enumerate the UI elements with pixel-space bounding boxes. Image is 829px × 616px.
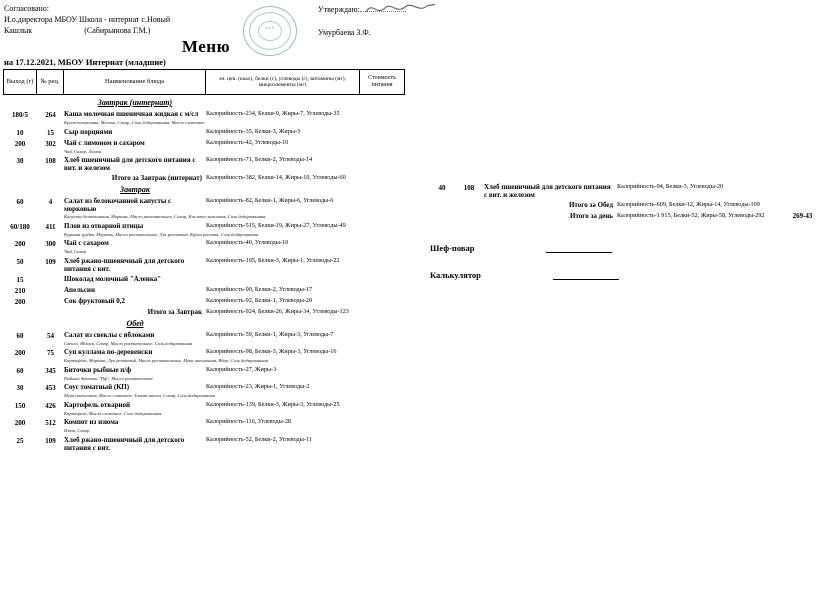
dish-rec — [37, 286, 64, 295]
dish-cost — [360, 275, 405, 284]
dish-out: 150 — [14, 401, 26, 410]
dish-ingredients: Капуста белокочанная, Морковь, Масло растительное, Сахар, Кислота лимонная, Соль йодированная — [64, 214, 266, 220]
menu-row-grid — [3, 366, 406, 375]
dish-cost — [360, 128, 405, 137]
dish-nutrition: Калорийность-98, Белки-3, Жиры-3, Углеводы-16 — [206, 348, 337, 356]
menu-row-grid — [3, 286, 406, 295]
dish-out: 15 — [16, 275, 24, 284]
agreed-block — [4, 3, 244, 37]
dish-name: Хлеб пшеничный для детского питания с вит. и железом — [484, 183, 611, 200]
chef-label: Шеф-повар — [430, 243, 475, 254]
dish-name: Салат из белокочанной капусты с морковью — [64, 197, 172, 214]
agreed-line2a: Кашлык — [4, 26, 33, 36]
dish-rec: 411 — [45, 222, 56, 231]
col-header-rec: № рец. — [36, 69, 64, 95]
menu-row-grid — [3, 110, 406, 119]
dish-out: 180/5 — [12, 111, 28, 119]
menu-row-grid — [3, 275, 406, 284]
signature-icon — [364, 0, 436, 19]
dish-out: 210 — [14, 286, 26, 295]
dish-cost — [360, 383, 405, 392]
dish-rec — [37, 297, 64, 306]
dish-rec: 453 — [45, 384, 56, 393]
section-header-row — [64, 319, 206, 328]
total-spacer-rec — [454, 212, 484, 220]
dish-name: Чай с лимоном и сахаром — [64, 138, 145, 147]
section-label: Завтрак — [120, 185, 150, 195]
dish-nutrition: Калорийность-23, Жиры-1, Углеводы-2 — [206, 383, 310, 391]
menu-row-grid — [3, 331, 406, 340]
menu-row-grid — [3, 197, 406, 213]
menu-row-grid — [3, 239, 406, 248]
approved-name: Умурбаева З.Ф. — [318, 28, 371, 38]
dish-nutrition — [206, 275, 360, 284]
dish-nutrition: Калорийность-105, Белки-3, Жиры-1, Углеводы-22 — [206, 256, 340, 264]
total-nutrition: Калорийность-1 915, Белки-52, Жиры-58, Углеводы-292 — [617, 212, 765, 220]
menu-row — [3, 239, 406, 255]
dish-nutrition: Калорийность-94, Белки-3, Углеводы-20 — [617, 183, 724, 190]
menu-row — [3, 128, 406, 137]
total-label: Итого за день — [570, 212, 613, 221]
menu-table — [3, 69, 406, 454]
dish-rec: 108 — [463, 184, 475, 192]
total-label: Итого за Завтрак (интернат) — [111, 174, 202, 183]
total-cost — [779, 201, 826, 209]
dish-cost — [360, 436, 405, 452]
dish-rec: 54 — [47, 331, 54, 340]
total-nutrition: Калорийность-924, Белки-26, Жиры-34, Углеводы-123 — [206, 307, 349, 315]
total-row — [3, 308, 406, 316]
menu-row — [3, 366, 406, 382]
dish-rec: 345 — [45, 366, 56, 375]
section-label: Обед — [126, 318, 144, 328]
menu-continuation — [430, 183, 828, 280]
page-subtitle: на 17.12.2021, МБОУ Интернат (младшие) — [4, 57, 166, 67]
dish-name: Компот из изюма — [64, 418, 119, 427]
dish-rec: 109 — [45, 257, 56, 266]
section-header-row — [64, 98, 206, 107]
menu-row — [3, 383, 406, 399]
approved-block — [318, 3, 458, 38]
dish-ingredients: Свекла, Яблоки, Сахар, Масло растительное, Соль йодированная — [64, 340, 193, 346]
menu-row-grid — [3, 156, 406, 172]
dish-name: Биточки рыбные п/ф — [64, 365, 132, 374]
total-spacer-out — [430, 212, 454, 220]
dish-out: 200 — [14, 349, 26, 358]
menu-row — [3, 275, 406, 284]
agreed-line2 — [4, 25, 244, 36]
dish-cost — [360, 156, 405, 172]
total-nutrition: Калорийность-609, Белки-12, Жиры-14, Углеводы-109 — [617, 201, 760, 209]
dish-name: Суп куллама по-деревенски — [64, 348, 153, 357]
dish-name: Сыр порциями — [64, 127, 113, 136]
dish-cost — [360, 139, 405, 148]
dish-cost — [360, 197, 405, 213]
dish-out: 10 — [16, 128, 24, 137]
total-label: Итого за Обед — [568, 201, 613, 210]
menu-row-grid — [3, 436, 406, 452]
dish-nutrition: Калорийность-515, Белки-19, Жиры-27, Углеводы-49 — [206, 221, 346, 229]
dish-out: 25 — [16, 436, 24, 445]
menu-row — [3, 418, 406, 434]
menu-row-grid — [3, 401, 406, 410]
calculator-signature-line — [553, 269, 619, 280]
dish-out: 30 — [16, 157, 24, 165]
col-header-out: Выход (г) — [3, 69, 37, 95]
dish-ingredients: Картофель, Масло сливочное, Соль йодированная — [64, 410, 162, 416]
menu-row — [3, 156, 406, 172]
total-nutrition: Калорийность-382, Белки-14, Жиры-10, Углеводы-60 — [206, 174, 346, 182]
total-row — [430, 201, 828, 209]
dish-rec: 426 — [45, 401, 56, 410]
page-title: Меню — [181, 37, 231, 56]
total-row — [3, 174, 406, 182]
dish-name: Салат из свеклы с яблоками — [64, 330, 155, 339]
dish-rec: 15 — [47, 128, 54, 137]
dish-nutrition: Калорийность-71, Белки-2, Углеводы-14 — [206, 156, 313, 163]
table-header-row — [3, 69, 406, 95]
section-label: Завтрак (интернат) — [97, 98, 173, 107]
menu-row — [3, 331, 406, 347]
dish-cost — [360, 222, 405, 231]
right-rows — [430, 183, 828, 220]
dish-rec: 75 — [47, 349, 54, 358]
dish-nutrition: Калорийность-27, Жиры-3 — [206, 365, 277, 373]
dish-name: Сок фруктовый 0,2 — [64, 296, 125, 305]
menu-row — [3, 139, 406, 155]
dish-ingredients: Чай, Сахар, Лимон — [64, 148, 102, 154]
dish-out: 200 — [14, 419, 26, 428]
total-spacer-out — [3, 308, 37, 316]
total-spacer-out — [3, 174, 37, 182]
dish-cost — [360, 401, 405, 410]
dish-cost — [779, 183, 826, 199]
calculator-label: Калькулятор — [430, 270, 481, 281]
chef-signature-row — [430, 242, 828, 253]
dish-cost — [360, 257, 405, 273]
menu-row-grid — [430, 183, 828, 199]
section-header-row — [64, 185, 206, 194]
menu-row — [3, 110, 406, 126]
agreed-label: Согласовано: — [4, 4, 50, 13]
total-spacer-rec — [37, 174, 64, 182]
dish-cost — [360, 297, 405, 306]
dish-out: 40 — [438, 184, 446, 192]
dish-cost — [360, 348, 405, 357]
menu-row — [3, 297, 406, 306]
menu-row-grid — [3, 257, 406, 273]
dish-out: 60 — [16, 331, 24, 340]
dish-rec: 4 — [48, 198, 53, 207]
menu-row — [3, 222, 406, 238]
dish-nutrition: Калорийность-52, Белки-2, Углеводы-11 — [206, 435, 312, 443]
dish-ingredients: Картофель, Морковь, Лук репчатый, Масло растительные, Мука пшеничная, Яйцо, Соль йодированная — [64, 358, 268, 364]
dish-nutrition: Калорийность-90, Белки-2, Углеводы-17 — [206, 285, 313, 293]
dish-out: 60 — [16, 198, 24, 207]
menu-row-grid — [3, 348, 406, 357]
total-cost — [360, 174, 405, 182]
dish-rec: 302 — [45, 139, 56, 148]
menu-row-grid — [3, 139, 406, 148]
dish-nutrition: Калорийность-35, Белки-3, Жиры-3 — [206, 127, 301, 135]
agreed-line2b: (Сабирьянова Г.М.) — [84, 26, 151, 36]
dish-out: 30 — [16, 384, 24, 393]
dish-nutrition: Калорийность-116, Углеводы-28 — [206, 418, 292, 426]
menu-row-grid — [3, 383, 406, 392]
dish-cost — [360, 239, 405, 248]
chef-signature-line — [546, 242, 612, 253]
total-row — [430, 212, 828, 220]
dish-out: 60 — [16, 366, 24, 375]
dish-nutrition: Калорийность-92, Белки-1, Углеводы-20 — [206, 296, 313, 304]
menu-row — [3, 348, 406, 364]
menu-row — [3, 436, 406, 452]
total-spacer-rec — [454, 201, 484, 209]
dish-name: Каша молочная пшеничная жидкая с м/сл — [64, 110, 199, 118]
approved-label: Утверждаю: — [318, 5, 360, 14]
dish-name: Апельсин — [64, 285, 95, 294]
dish-nutrition: Калорийность-234, Белки-9, Жиры-7, Углеводы-35 — [206, 110, 340, 117]
dish-ingredients: Чай, Сахар — [64, 249, 87, 255]
dish-name: Шоколад молочный "Аленка" — [64, 274, 162, 283]
total-cost — [360, 308, 405, 316]
dish-ingredients: Крупа пшеничная, Молоко, Сахар, Соль йодированная, Масло сливочное — [64, 120, 205, 125]
dish-nutrition: Калорийность-59, Белки-1, Жиры-3, Углеводы-7 — [206, 330, 334, 338]
dish-rec: 108 — [45, 157, 56, 165]
dish-cost — [360, 331, 405, 340]
dish-out: 200 — [14, 240, 26, 249]
dish-ingredients: Рыбные биточки "Пф", Масло растительное — [64, 375, 154, 381]
menu-row-grid — [3, 418, 406, 427]
dish-cost — [360, 366, 405, 375]
dish-rec — [37, 275, 64, 284]
menu-row-grid — [3, 128, 406, 137]
menu-row — [430, 183, 828, 199]
dish-name: Соус томатный (КП) — [64, 383, 130, 392]
dish-ingredients: Куриная грудка, Морковь, Масло растительное, Лук репчатый, Крупа рисовая, Соль йодированная — [64, 231, 259, 237]
dish-out: 50 — [16, 257, 24, 266]
dish-name: Чай с сахаром — [64, 239, 109, 248]
dish-rec: 264 — [45, 111, 56, 119]
menu-row-grid — [3, 222, 406, 231]
col-header-dish: Наименование блюда — [63, 69, 206, 95]
menu-row — [3, 401, 406, 417]
col-header-nutrition: эн. цен. (ккал), белки (г), углеводы (г), витамины (мг), микроэлементы (мг) — [205, 69, 360, 95]
dish-out: 200 — [14, 139, 26, 148]
dish-nutrition: Калорийность-42, Углеводы-10 — [206, 138, 289, 146]
dish-name: Хлеб ржано-пшеничный для детского питания с вит. — [64, 256, 185, 273]
dish-cost — [360, 418, 405, 427]
dish-cost — [360, 110, 405, 119]
dish-out: 200 — [14, 297, 26, 306]
agreed-line1: И.о.директора МБОУ Школа - интернат с.Новый — [4, 15, 171, 25]
menu-row — [3, 286, 406, 295]
dish-name: Плов из отварной птицы — [64, 221, 144, 230]
dish-cost — [360, 286, 405, 295]
dish-name: Хлеб ржано-пшеничный для детского питания с вит. — [64, 435, 185, 452]
total-spacer-rec — [37, 308, 64, 316]
total-label: Итого за Завтрак — [147, 307, 202, 316]
dish-nutrition: Калорийность-139, Белки-3, Жиры-3, Углеводы-25 — [206, 400, 340, 408]
dish-rec: 109 — [45, 436, 56, 445]
total-spacer-out — [430, 201, 454, 209]
dish-rec: 300 — [45, 240, 56, 249]
dish-name: Хлеб пшеничный для детского питания с вит. и железом — [64, 156, 196, 173]
col-header-cost: Стоимость питания — [359, 69, 405, 95]
dish-nutrition: Калорийность-82, Белки-1, Жиры-6, Углеводы-6 — [206, 197, 334, 205]
dish-out: 60/180 — [10, 222, 30, 231]
menu-rows — [3, 98, 406, 452]
dish-nutrition: Калорийность-40, Углеводы-10 — [206, 239, 289, 247]
dish-name: Картофель отварной — [64, 400, 131, 409]
calculator-signature-row — [430, 269, 828, 280]
dish-rec: 512 — [45, 419, 56, 428]
dish-ingredients: Мука пшеничная, Масло сливочное, Томат-паста, Сахар, Соль йодированная — [64, 393, 216, 399]
dish-ingredients: Изюм, Сахар — [64, 428, 90, 434]
menu-row — [3, 197, 406, 220]
stamp-texture: ••• — [265, 26, 275, 32]
total-cost: 269-43 — [792, 212, 813, 221]
menu-row-grid — [3, 297, 406, 306]
menu-row — [3, 257, 406, 273]
